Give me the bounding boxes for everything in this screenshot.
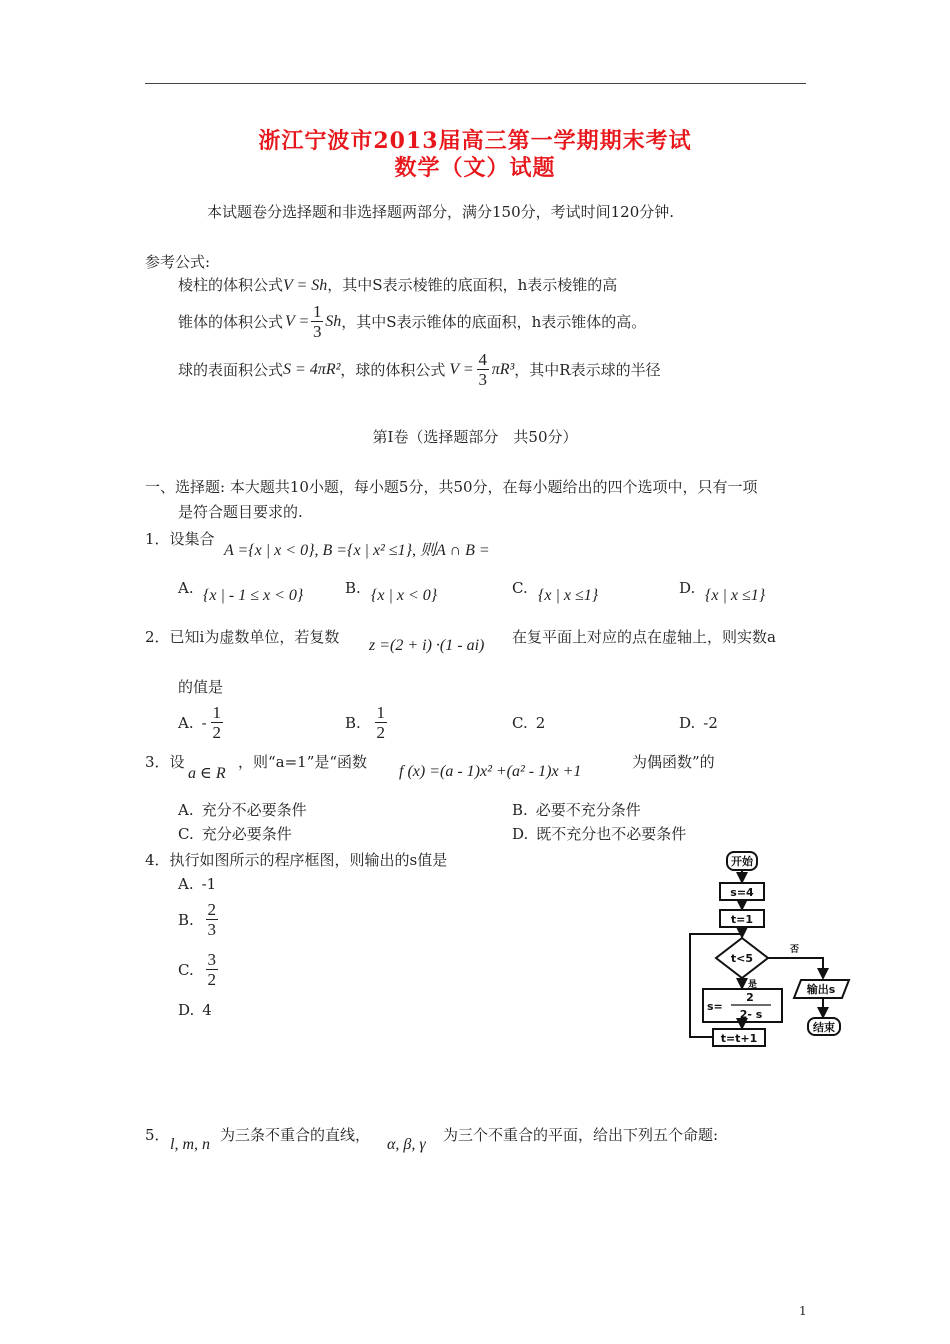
q4-option-b: [178, 900, 218, 939]
q4-b-label: B.: [178, 910, 194, 929]
q5-lines: l, m, n: [170, 1136, 210, 1153]
flowchart-output-label: 输出s: [806, 983, 836, 996]
flowchart-condition-label: t<5: [730, 952, 754, 965]
sphere-area: S = 4πR²: [283, 360, 341, 378]
q1-number: 1．设集合: [145, 530, 215, 548]
prism-label: 棱柱的体积公式: [178, 276, 284, 294]
flowchart-init-s-label: s=4: [730, 886, 754, 899]
flowchart-figure: [673, 848, 863, 1066]
page-number: 1: [799, 1304, 807, 1318]
sphere-vol-label: ，球的体积公式: [340, 360, 446, 379]
sphere-label: 球的表面积公式: [178, 360, 284, 379]
sphere-den: 3: [478, 370, 487, 389]
title-line1: 浙江宁波市2013届高三第一学期期末考试: [258, 128, 692, 154]
q3-d-text: 既不充分也不必要条件: [536, 825, 687, 843]
q5-number: 5．: [145, 1126, 170, 1144]
header-rule: [145, 83, 806, 84]
q5-mid: 为三条不重合的直线，: [220, 1126, 371, 1144]
q1-option-d-label: D.: [679, 579, 696, 597]
q2-option-a-label: A.: [178, 713, 194, 732]
formula-sphere: [178, 350, 661, 389]
q3-option-c: [178, 824, 292, 844]
formula-cone: [178, 302, 646, 341]
sphere-num: 4: [478, 350, 487, 369]
q4-d-text: 4: [202, 1001, 212, 1019]
q1-option-b: {x | x < 0}: [371, 587, 438, 604]
q2-option-a: [178, 703, 223, 742]
q1-option-b-label: B.: [345, 579, 361, 597]
q3-pre: 3．设: [145, 753, 185, 771]
flowchart-increment-label: t=t+1: [720, 1032, 758, 1045]
q3-option-b: [512, 800, 641, 820]
q2-option-a-fraction: [211, 703, 223, 742]
q4-b-den: 3: [207, 920, 217, 939]
q3-c-text: 充分必要条件: [201, 825, 292, 843]
q4-stem: 4．执行如图所示的程序框图，则输出的s值是: [145, 851, 448, 869]
q5-planes: α, β, γ: [387, 1136, 426, 1153]
flowchart-assign-num: 2: [746, 991, 754, 1004]
sphere-note: ，其中R表示球的半径: [514, 360, 661, 379]
q5-post: 为三个不重合的平面，给出下列五个命题:: [443, 1126, 719, 1144]
flowchart-no-label: 否: [790, 945, 800, 955]
q4-a-label: A.: [178, 875, 194, 893]
formula-prism: [178, 275, 617, 296]
q1-option-a: {x | - 1 ≤ x < 0}: [203, 587, 304, 604]
q1-option-c: {x | x ≤1}: [538, 587, 599, 604]
q3-a-text: 充分不必要条件: [201, 801, 307, 819]
q3-post: 为偶函数”的: [632, 753, 715, 771]
prism-formula: V = Sh: [283, 277, 328, 294]
q1-expression: A ={x | x < 0}, B ={x | x² ≤1}, 则A ∩ B =: [224, 542, 490, 559]
q2-expression: z =(2 + i) ·(1 - ai): [369, 637, 485, 654]
q2-option-b-label: B.: [345, 713, 361, 732]
q4-b-fraction: [206, 900, 218, 939]
q3-b-label: B.: [512, 801, 528, 819]
q3-b-text: 必要不充分条件: [535, 801, 641, 819]
flowchart-start-label: 开始: [731, 855, 753, 868]
flowchart-end-label: 结束: [813, 1021, 835, 1034]
q2-post: 在复平面上对应的点在虚轴上，则实数a: [512, 628, 776, 646]
q4-c-label: C.: [178, 960, 194, 979]
flowchart-yes-label: 是: [748, 980, 758, 990]
q4-c-num: 3: [207, 950, 216, 969]
q1-option-c-label: C.: [512, 579, 528, 597]
q2-option-a-sign: -: [201, 713, 207, 732]
part1-line1: 一、选择题: 本大题共10小题，每小题5分，共50分，在每小题给出的四个选项中，只有一项: [145, 478, 758, 496]
q2-option-d-text: -2: [703, 714, 718, 732]
q2-option-c-label: C.: [512, 714, 528, 732]
q2-b-num: 1: [376, 703, 386, 722]
q4-option-d: [178, 1000, 212, 1020]
prism-note: ，其中S表示棱锥的底面积，h表示棱锥的高: [327, 276, 618, 294]
part1-line2: 是符合题目要求的.: [178, 503, 303, 521]
q2-option-d: [679, 713, 718, 733]
q4-option-a: [178, 874, 216, 894]
q3-function: f (x) =(a - 1)x² +(a² - 1)x +1: [399, 763, 582, 780]
q3-option-a: [178, 800, 307, 820]
q1-option-a-label: A.: [178, 579, 194, 597]
cone-note: ，其中S表示锥体的底面积，h表示锥体的高。: [341, 312, 647, 331]
formula-heading: 参考公式:: [145, 253, 211, 271]
intro-text: 本试题卷分选择题和非选择题两部分，满分150分，考试时间120分钟.: [207, 203, 675, 221]
title-line2: 数学（文）试题: [394, 155, 556, 181]
q2-option-b: [345, 703, 387, 742]
q4-c-den: 2: [207, 970, 216, 989]
q2-b-den: 2: [376, 723, 386, 742]
flowchart-init-t-label: t=1: [730, 913, 754, 926]
q2-a-den: 2: [212, 723, 221, 742]
q2-option-d-label: D.: [679, 714, 696, 732]
section-title: 第Ⅰ卷（选择题部分 共50分）: [372, 428, 578, 446]
cone-num: 1: [313, 302, 322, 321]
sphere-vol-rhs: πR³: [491, 360, 515, 378]
q3-c-label: C.: [178, 825, 194, 843]
q3-a-label: A.: [178, 801, 194, 819]
q2-option-b-fraction: [375, 703, 387, 742]
q2-option-c-text: 2: [535, 714, 546, 732]
q3-d-label: D.: [512, 825, 529, 843]
q3-condition: a ∈ R: [188, 765, 226, 782]
q4-b-num: 2: [207, 900, 217, 919]
q4-d-label: D.: [178, 1001, 195, 1019]
cone-label: 锥体的体积公式: [178, 312, 284, 331]
q2-line2: 的值是: [178, 678, 224, 696]
q3-option-d: [512, 824, 686, 844]
cone-fraction: [311, 302, 323, 341]
q3-mid: ，则“a=1”是“函数: [238, 753, 368, 771]
sphere-fraction: [477, 350, 489, 389]
q2-a-num: 1: [212, 703, 221, 722]
q4-option-c: [178, 950, 218, 989]
q2-pre: 2．已知i为虚数单位，若复数: [145, 628, 340, 646]
q4-c-fraction: [206, 950, 218, 989]
cone-rhs: Sh: [325, 312, 342, 330]
q4-a-text: -1: [201, 875, 217, 893]
q2-option-c: [512, 713, 545, 733]
flowchart-assign-den: 2- s: [739, 1008, 763, 1021]
sphere-vol-lhs: V =: [449, 360, 474, 378]
flowchart-assign-lhs: s=: [707, 1000, 723, 1013]
cone-den: 3: [313, 322, 322, 341]
cone-lhs: V =: [285, 312, 310, 330]
q1-option-d: {x | x ≤1}: [705, 587, 766, 604]
